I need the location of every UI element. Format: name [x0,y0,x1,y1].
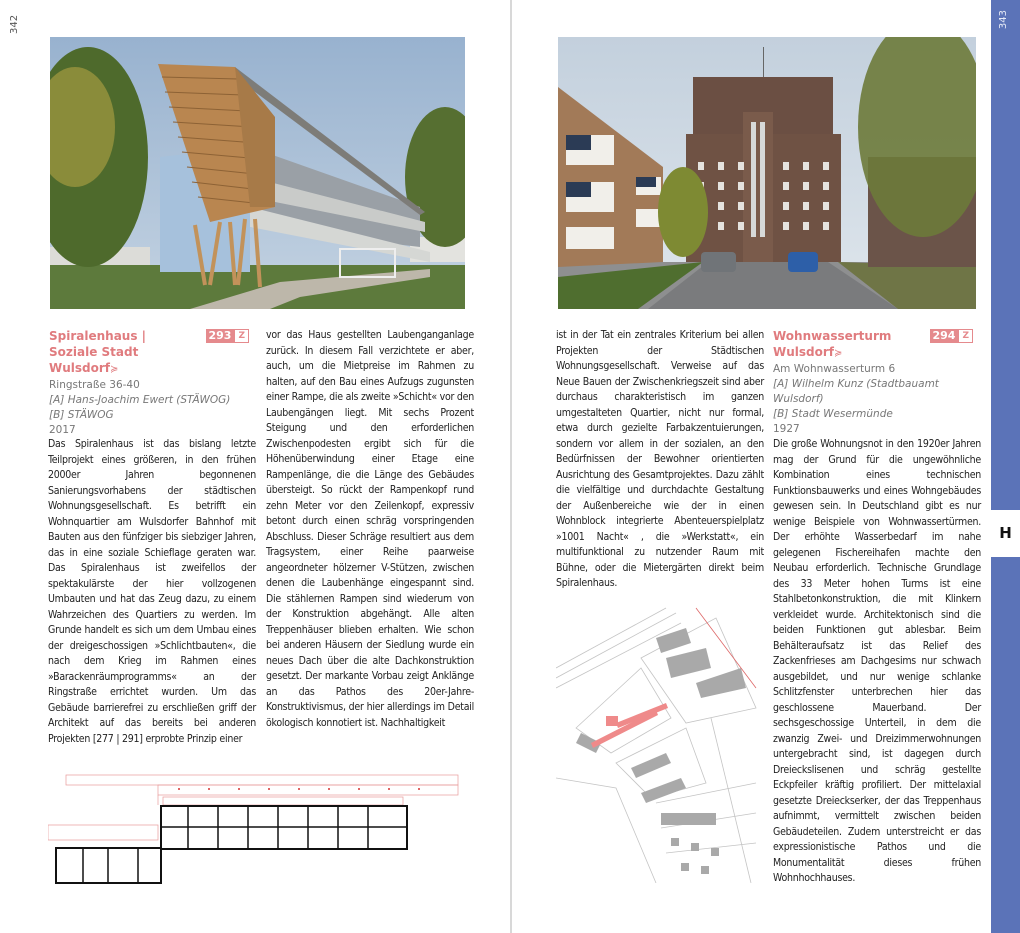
page-number-left: 342 [9,14,20,34]
site-plan [556,598,760,883]
entry-year: 2017 [49,424,76,436]
body-text-column-3: ist in der Tat ein zentrales Kriterium bei allen Projekten der Städtischen Wohnungsgesellschaft. Verweise auf das Neue Bauen der Zwischenkriegszeit sind aber durchaus charakteristisch im ganzen umgestalteten Quartier, nicht nur formal, etwa durch gezielte Farbakzentuierungen, sondern vor allem in der sozialen, an den Bedürfnissen der Bewohner orientierten Ausrichtung des Gesamtprojektes. Dazu zählt die vielfältige und durchdachte Gestaltung der Außenbereiche wie der in einen Wohnblock integrierte Abenteuerspielplatz »1001 Nacht« , die »Werkstatt«, ein multifunktional zu nutzender Raum mit Bühne, oder die Mietergärten direkt beim Spiralenhaus. [556,329,764,589]
entry-builder: [B] STÄWOG [49,409,114,421]
body-text-column-1: Das Spiralenhaus ist das bislang letzte Teilprojekt eines größeren, in den frühen 2000er Jahren begonnenen Sanierungsvorhabens der städtischen Wohnungsgesellschaft. Es betrifft ein Wohnquartier am Wulsdorfer Bahnhof mit Bauten aus den fünfziger bis siebziger Jahren, das in eine soziale Schieflage geraten war. Das Spiralenhaus ist zweifellos der spektakulärste der hier vollzogenen Umbauten und hat das Zeug dazu, zu einem Wahrzeichen des Quartiers zu werden. Im Grunde handelt es sich um dem Umbau eines der dreigeschossigen »Schlichtbauten«, die nach dem Krieg im Rahmen eines »Barackenräumprogramms« an der Ringstraße errichtet wurden. Um das Gebäude barrierefrei zu erschließen griff der Architekt auf das bereits bei anderen Projekten [277 | 291] erprobte Prinzip einer [48,438,256,745]
page-number-right: 343 [998,10,1009,30]
section-letter-tab[interactable]: H [999,524,1012,542]
page-gutter [510,0,512,933]
entry-year: 1927 [773,423,800,435]
entry-number-badge[interactable] [206,329,250,343]
photo-wohnwasserturm [558,37,976,309]
entry-header-293 [49,328,249,438]
entry-builder: [B] Stadt Wesermünde [773,408,893,420]
entry-address: Am Wohnwasserturm 6 [773,363,896,375]
body-text-column-2: vor das Haus gestellten Laubenganganlage zurück. In diesem Fall verzichtete er aber, auch, um die Mietpreise im Rahmen zu halten, auf den Bau eines Aufzugs zugunsten einer Rampe, die als zweite »Schicht« vor den Laubengängen liegt. Mit sechs Prozent Steigung und den erforderlichen Zwischenpodesten ergibt sich für die Höhenüberwindung einer Etage eine Rampenlänge, die die Länge des Gebäudes übersteigt. So rückt der Rampenkopf rund zehn Meter vor den Zeilenkopf, expressiv betont durch einen schräg vorspringenden Abschluss. Dieser Schräge resultiert aus dem Tragsystem, einer Reihe paarweise angeordneter hölzerner V-Stützen, zwischen denen die Laubenhänge eingespannt sind. Die stählernen Rampen sind wiederum von der Konstruktion abgehängt. Alle alten Treppenhäuser blieben erhalten. Wie schon bei anderen Häusern der Siedlung wurde ein neues Dach über die alte Dachkonstruktion gesetzt. Der markante Vorbau zeigt Anklänge an das Pathos des 20er-Jahre-Konstruktivismus, der hier allerdings im Detail ökologisch konnotiert ist. Nachhaltigkeit [266,329,474,729]
badge-zone-letter: Z [958,329,973,343]
entry-title-text[interactable]: Wohnwasserturm Wulsdorf [773,329,892,359]
badge-zone-letter: Z [234,329,249,343]
badge-number: 293 [206,329,235,343]
entry-header-294 [773,328,973,437]
entry-title-text[interactable]: Spiralenhaus | Soziale Stadt Wulsdorf [49,329,147,375]
entry-address: Ringstraße 36-40 [49,379,140,391]
reference-arrow-icon: ≽ [834,348,843,359]
body-text-column-4: Die große Wohnungsnot in den 1920er Jahren mag der Grund für die ungewöhnliche Kombination eines technischen Funktionsbauwerks und eines Wohngebäudes gewesen sein. In Deutschland gibt es nur wenige Beispiele von Wohnwassertürmen. Der erhöhte Wasserbedarf im nahe gelegenen Fischereihafen machte den Neubau erforderlich. Technische Grundlage des 33 Meter hohen Turms ist eine Stahlbetonkonstruktion, die mit Klinkern verkleidet wurde. Architektonisch sind die beiden Funktionen gut ablesbar. Beim Behälteraufsatz ist das Relief des Zackenfrieses am Dachgesims nur schwach ausgebildet, und nur wenige schlanke Schlitzfenster unterbrechen hier das geschlossene Mauerband. Der sechsgeschossige Unterteil, in dem die zwanzig Zwei- und Dreizimmerwohnungen untergebracht sind, ist dagegen durch Dreieckslisenen und schräg gestellte Eckpfeiler kräftig profiliert. Der mittelaxial gesetzte Dreieckserker, der das Treppenhaus aufnimmt, vermittelt zwischen beiden Gebäudeteilen. Zudem unterstreicht er das expressionistische Pathos und die Monumentalität dieses frühen Wohnhochhauses. [773,438,981,884]
thumb-index-bar-top [991,0,1020,510]
entry-architect: [A] Hans-Joachim Ewert (STÄWOG) [49,394,231,406]
entry-architect: [A] Wilhelm Kunz (Stadtbauamt Wulsdorf) [773,378,939,405]
thumb-index-bar-bottom [991,557,1020,933]
badge-number: 294 [930,329,959,343]
floor-plan-spiralenhaus [48,770,466,885]
reference-arrow-icon: ≽ [110,364,119,375]
photo-spiralenhaus [50,37,465,309]
entry-number-badge[interactable] [930,329,974,343]
